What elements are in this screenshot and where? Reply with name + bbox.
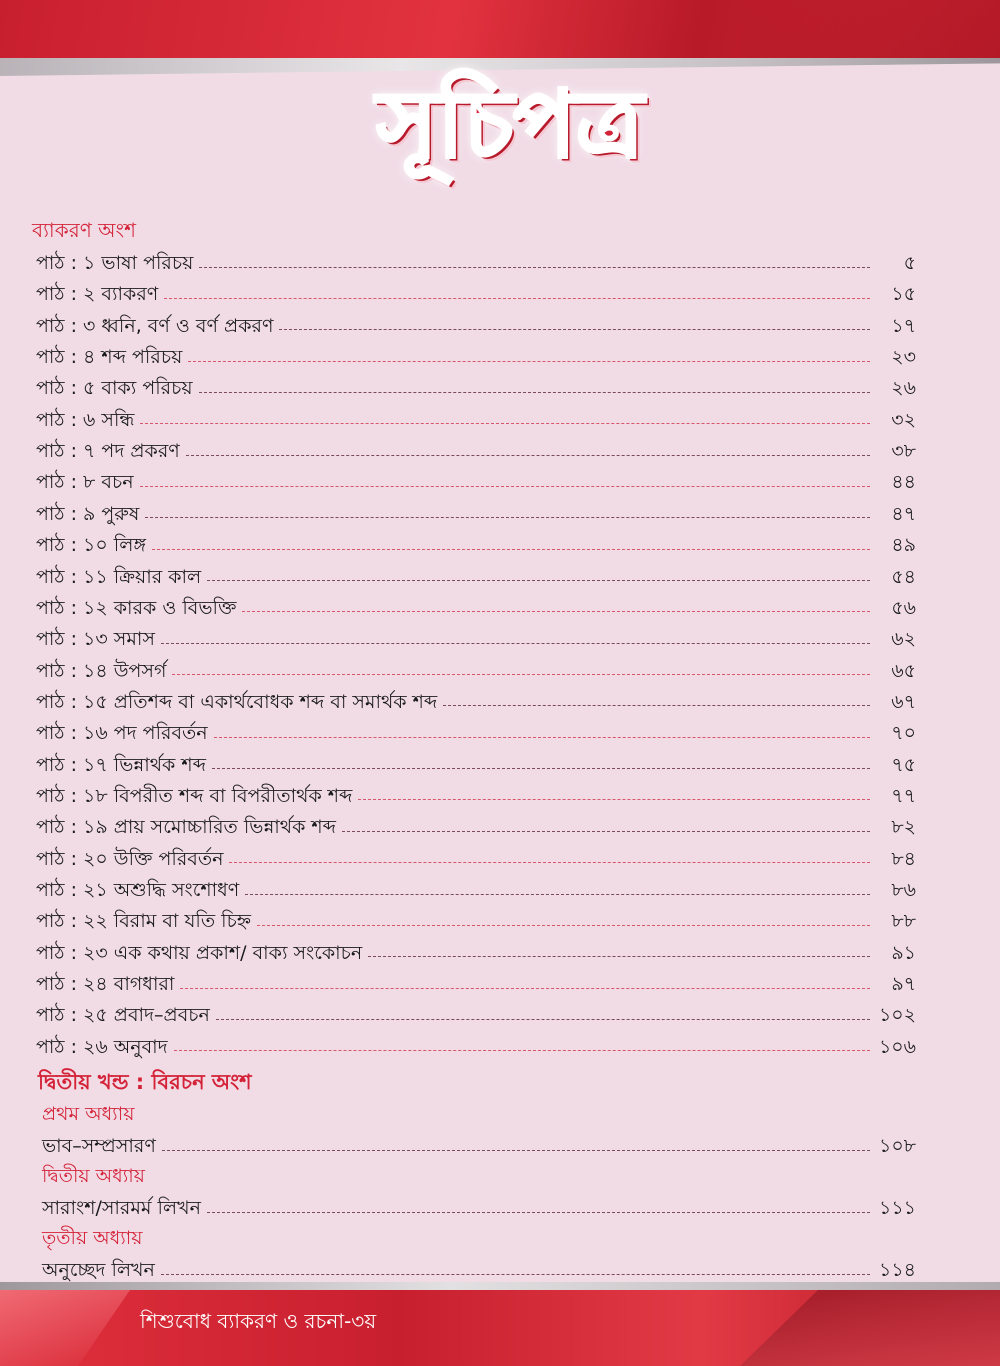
toc-entry-row <box>36 875 916 905</box>
dotted-leader <box>162 1150 870 1151</box>
grammar-section-heading: ব্যাকরণ অংশ <box>32 218 136 242</box>
toc-entry-label: পাঠ : ৭ পদ প্রকরণ <box>36 440 180 463</box>
dotted-leader <box>186 455 870 456</box>
dotted-leader <box>207 580 870 581</box>
toc-entry-row <box>36 499 916 529</box>
toc-entry-row <box>42 1193 916 1223</box>
toc-entry-label: পাঠ : ২২ বিরাম বা যতি চিহ্ন <box>36 910 251 933</box>
toc-entry-label: পাঠ : ১১ ক্রিয়ার কাল <box>36 565 202 588</box>
toc-entry-row <box>36 906 916 936</box>
toc-entry-label: পাঠ : ১০ লিঙ্গ <box>36 534 146 557</box>
toc-entry-label: পাঠ : ১৭ ভিন্নার্থক শব্দ <box>36 753 206 776</box>
toc-entry-label: পাঠ : ১২ কারক ও বিভক্তি <box>36 596 237 619</box>
toc-entry-row <box>36 687 916 717</box>
toc-entry-row <box>36 405 916 435</box>
toc-entry-label: পাঠ : ৯ পুরুষ <box>36 502 140 525</box>
toc-entry-label: পাঠ : ২৫ প্রবাদ–প্রবচন <box>36 1004 210 1027</box>
toc-entry-page-number: ১৫ <box>891 283 916 306</box>
toc-entry-label: পাঠ : ১৬ পদ পরিবর্তন <box>36 722 208 745</box>
toc-entry-label: পাঠ : ১৩ সমাস <box>36 628 155 651</box>
dotted-leader <box>172 674 870 675</box>
toc-entry-row <box>36 1032 916 1062</box>
toc-entry-row <box>36 844 916 874</box>
toc-entry-label: পাঠ : ১ ভাষা পরিচয় <box>36 252 194 274</box>
dotted-leader <box>174 1050 870 1051</box>
toc-entry-page-number: ৮৬ <box>891 879 916 901</box>
dotted-leader <box>145 517 870 518</box>
toc-entry-page-number: ৮৪ <box>891 847 916 870</box>
toc-entry-page-number: ১১১ <box>879 1197 916 1219</box>
toc-entry-page-number: ৬৫ <box>891 659 916 682</box>
dotted-leader <box>188 361 870 362</box>
toc-entry-label: পাঠ : ২ ব্যাকরণ <box>36 283 159 306</box>
toc-entry-label: সারাংশ/সারমর্ম লিখন <box>42 1197 201 1219</box>
toc-entry-row <box>36 436 916 466</box>
chapter-heading: তৃতীয় অধ্যায় <box>42 1227 143 1249</box>
toc-entry-page-number: ৬৭ <box>891 690 916 713</box>
part-two-heading: দ্বিতীয় খন্ড : বিরচন অংশ <box>38 1070 252 1094</box>
toc-entry-page-number: ৩৮ <box>891 440 916 463</box>
chapter-heading: দ্বিতীয় অধ্যায় <box>42 1165 145 1187</box>
toc-entry-label: পাঠ : ৮ বচন <box>36 471 134 494</box>
dotted-leader <box>199 267 870 268</box>
toc-entry-page-number: ৩২ <box>891 408 916 431</box>
bottom-band-facet-left <box>0 1290 130 1366</box>
toc-entry-page-number: ৫ <box>903 252 916 274</box>
bottom-band-facet-right <box>740 1290 1000 1366</box>
toc-entry-page-number: ১০৬ <box>878 1035 916 1058</box>
toc-entry-row <box>42 1131 916 1161</box>
dotted-leader <box>161 1274 870 1275</box>
toc-entry-page-number: ১৭ <box>891 314 916 337</box>
toc-entry-page-number: ৪৪ <box>891 471 916 494</box>
toc-entry-page-number: ৫৪ <box>891 565 916 588</box>
toc-entry-page-number: ২৩ <box>891 346 916 369</box>
toc-entry-label: পাঠ : ২০ উক্তি পরিবর্তন <box>36 847 224 870</box>
toc-entry-label: পাঠ : ২৪ বাগধারা <box>36 973 175 996</box>
toc-entry-row <box>42 1255 916 1285</box>
toc-entry-label: পাঠ : ২৩ এক কথায় প্রকাশ/ বাক্য সংকোচন <box>36 941 363 964</box>
toc-entry-page-number: ৯৭ <box>891 973 916 996</box>
toc-entry-label: পাঠ : ৩ ধ্বনি, বর্ণ ও বর্ণ প্রকরণ <box>36 314 274 337</box>
dotted-leader <box>443 705 870 706</box>
toc-entry-page-number: ৮৮ <box>891 910 916 933</box>
dotted-leader <box>257 925 870 926</box>
dotted-leader <box>199 392 870 393</box>
toc-entry-label: পাঠ : ৬ সন্ধি <box>36 408 135 431</box>
dotted-leader <box>342 831 870 832</box>
toc-entry-row <box>36 750 916 780</box>
toc-entry-page-number: ৯১ <box>891 941 916 964</box>
toc-entry-label: পাঠ : ১৯ প্রায় সমোচ্চারিত ভিন্নার্থক শব্দ <box>36 816 337 839</box>
dotted-leader <box>279 329 870 330</box>
page-title: সূচিপত্র <box>376 71 644 178</box>
dotted-leader <box>368 956 870 957</box>
toc-entry-label: পাঠ : ৫ বাক্য পরিচয় <box>36 377 193 400</box>
toc-entry-page-number: ৬২ <box>891 628 916 651</box>
toc-entry-page-number: ১০২ <box>878 1004 916 1027</box>
footer-book-title: শিশুবোধ ব্যাকরণ ও রচনা-৩য় <box>140 1309 377 1333</box>
toc-entry-row <box>36 1000 916 1030</box>
dotted-leader <box>152 549 870 550</box>
toc-entry-page-number: ৪৭ <box>891 502 916 525</box>
dotted-leader <box>140 486 870 487</box>
toc-entry-row <box>36 530 916 560</box>
toc-entry-page-number: ৭৫ <box>891 753 916 776</box>
toc-entry-row <box>36 342 916 372</box>
toc-entry-label: অনুচ্ছেদ লিখন <box>42 1259 155 1281</box>
toc-entry-page-number: ৮২ <box>891 816 916 839</box>
dotted-leader <box>214 737 870 738</box>
toc-entry-row <box>36 969 916 999</box>
toc-entry-page-number: ২৬ <box>891 377 916 400</box>
toc-entry-row <box>36 373 916 403</box>
dotted-leader <box>164 298 870 299</box>
toc-entry-row <box>36 812 916 842</box>
toc-entry-label: পাঠ : ১৪ উপসর্গ <box>36 659 167 682</box>
toc-entry-row <box>36 248 916 278</box>
dotted-leader <box>358 799 870 800</box>
toc-entry-label: পাঠ : ১৮ বিপরীত শব্দ বা বিপরীতার্থক শব্দ <box>36 784 353 807</box>
toc-entry-row <box>36 656 916 686</box>
dotted-leader <box>212 768 870 769</box>
dotted-leader <box>161 643 870 644</box>
toc-entry-label: ভাব–সম্প্রসারণ <box>42 1135 156 1157</box>
toc-entry-row <box>36 938 916 968</box>
dotted-leader <box>216 1019 870 1020</box>
toc-entry-page-number: ৭৭ <box>891 784 916 807</box>
toc-entry-row <box>36 562 916 592</box>
dotted-leader <box>207 1212 870 1213</box>
toc-entry-label: পাঠ : ২৬ অনুবাদ <box>36 1035 168 1058</box>
dotted-leader <box>245 894 870 895</box>
toc-entry-row <box>36 279 916 309</box>
toc-entry-page-number: ৪৯ <box>891 534 916 557</box>
toc-entry-label: পাঠ : ২১ অশুদ্ধি সংশোধণ <box>36 879 240 901</box>
toc-entry-page-number: ৫৬ <box>891 596 916 619</box>
toc-entry-page-number: ৭০ <box>891 722 916 745</box>
toc-entry-label: পাঠ : ১৫ প্রতিশব্দ বা একার্থবোধক শব্দ বা সমার্থক শব্দ <box>36 690 438 713</box>
toc-entry-row <box>36 718 916 748</box>
dotted-leader <box>242 611 870 612</box>
toc-entry-page-number: ১০৮ <box>878 1135 916 1157</box>
dotted-leader <box>140 423 870 424</box>
toc-entry-row <box>36 467 916 497</box>
toc-entry-row <box>36 593 916 623</box>
dotted-leader <box>180 988 870 989</box>
chapter-heading: প্রথম অধ্যায় <box>42 1103 135 1125</box>
toc-entry-page-number: ১১৪ <box>879 1259 916 1281</box>
toc-entry-row <box>36 781 916 811</box>
toc-entry-label: পাঠ : ৪ শব্দ পরিচয় <box>36 346 183 369</box>
dotted-leader <box>229 862 870 863</box>
toc-entry-row <box>36 311 916 341</box>
toc-entry-row <box>36 624 916 654</box>
